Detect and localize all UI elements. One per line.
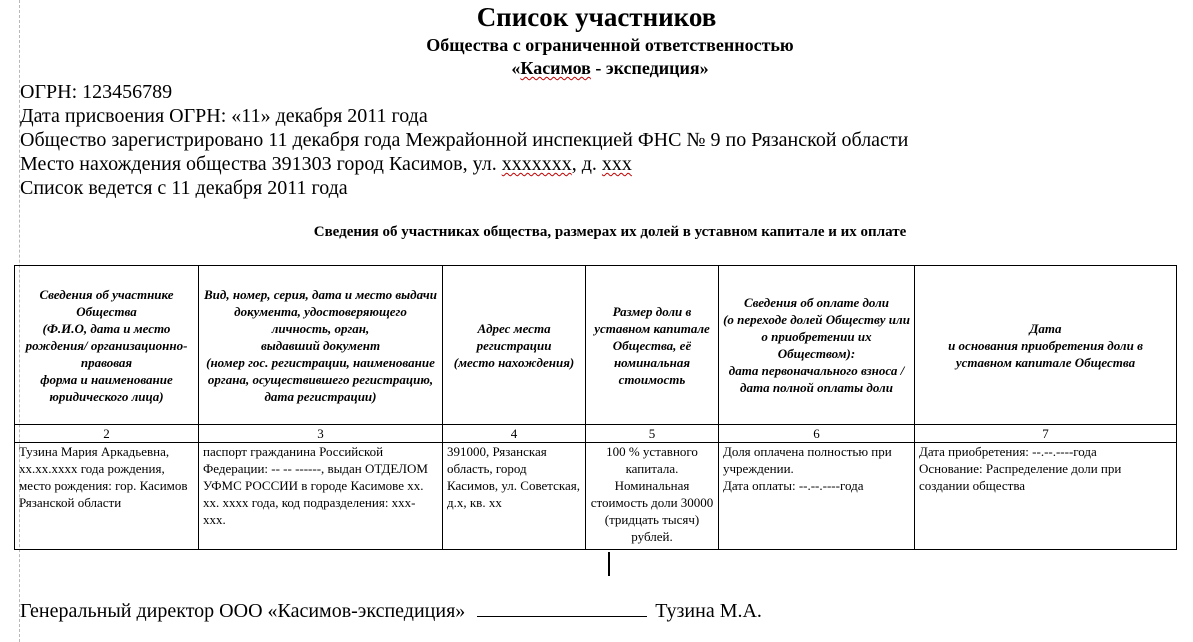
text-cursor [608, 552, 610, 576]
cell-participant: Тузина Мария Аркадьевна, хх.хх.хххх года рождения, место рождения: гор. Касимов Рязанской области [15, 443, 199, 550]
column-number: 6 [719, 425, 915, 443]
director-position: Генеральный директор ООО «Касимов-экспедиция» [20, 600, 466, 622]
ogrn-date-line: Дата присвоения ОГРН: «11» декабря 2011 года [20, 105, 428, 127]
header-payment: Сведения об оплате доли (о переходе долей Обществу или о приобретении их Обществом): дата первоначального взноса / дата полной оплаты доли [719, 266, 915, 425]
cell-payment: Доля оплачена полностью при учреждении. Дата оплаты: --.--.----года [719, 443, 915, 550]
section-heading: Сведения об участниках общества, размерах их долей в уставном капитале и их оплате [313, 224, 907, 240]
document-subtitle: Общества с ограниченной ответственностью [426, 35, 794, 55]
header-share: Размер доли в уставном капитале Общества, её номинальная стоимость [586, 266, 719, 425]
location-line: Место нахождения общества 391303 город Касимов, ул. ххххххх, д. ххх [20, 153, 632, 175]
table-row [15, 443, 1177, 550]
document-title: Список участников [476, 2, 717, 32]
cell-document: паспорт гражданина Российской Федерации: -- -- ------, выдан ОТДЕЛОМ УФМС РОССИИ в городе Касимове хх. хх. хххх года, код подразделения: ххх-ххх. [199, 443, 443, 550]
column-number: 3 [199, 425, 443, 443]
cell-address: 391000, Рязанская область, город Касимов, ул. Советская, д.х, кв. хх [443, 443, 586, 550]
column-number-row [15, 425, 1177, 443]
column-number: 4 [443, 425, 586, 443]
signature-blank[interactable] [477, 598, 647, 617]
ogrn-line: ОГРН: 123456789 [20, 81, 173, 103]
signature-line [20, 598, 762, 623]
column-number: 5 [586, 425, 719, 443]
column-number: 2 [15, 425, 199, 443]
participants-table [14, 265, 1177, 550]
cell-share: 100 % уставного капитала. Номинальная стоимость доли 30000 (тридцать тысяч) рублей. [586, 443, 719, 550]
column-number: 7 [915, 425, 1177, 443]
header-participant: Сведения об участнике Общества (Ф.И.О, дата и место рождения/ организационно-правовая форма и наименование юридического лица) [15, 266, 199, 425]
cell-acquisition: Дата приобретения: --.--.----года Основание: Распределение доли при создании общества [915, 443, 1177, 550]
header-document: Вид, номер, серия, дата и место выдачи документа, удостоверяющего личность, орган, выдавший документ (номер гос. регистрации, наименование органа, осуществившего регистрацию, дата регистрации) [199, 266, 443, 425]
list-since-line: Список ведется с 11 декабря 2011 года [20, 177, 348, 199]
header-address: Адрес места регистрации (место нахождения) [443, 266, 586, 425]
table-header-row [15, 266, 1177, 425]
company-name: «Касимов - экспедиция» [511, 58, 709, 78]
company-info [20, 80, 908, 200]
director-name: Тузина М.А. [655, 600, 762, 622]
registration-line: Общество зарегистрировано 11 декабря года Межрайонной инспекцией ФНС № 9 по Рязанской области [20, 129, 909, 151]
header-acquisition: Дата и основания приобретения доли в уставном капитале Общества [915, 266, 1177, 425]
